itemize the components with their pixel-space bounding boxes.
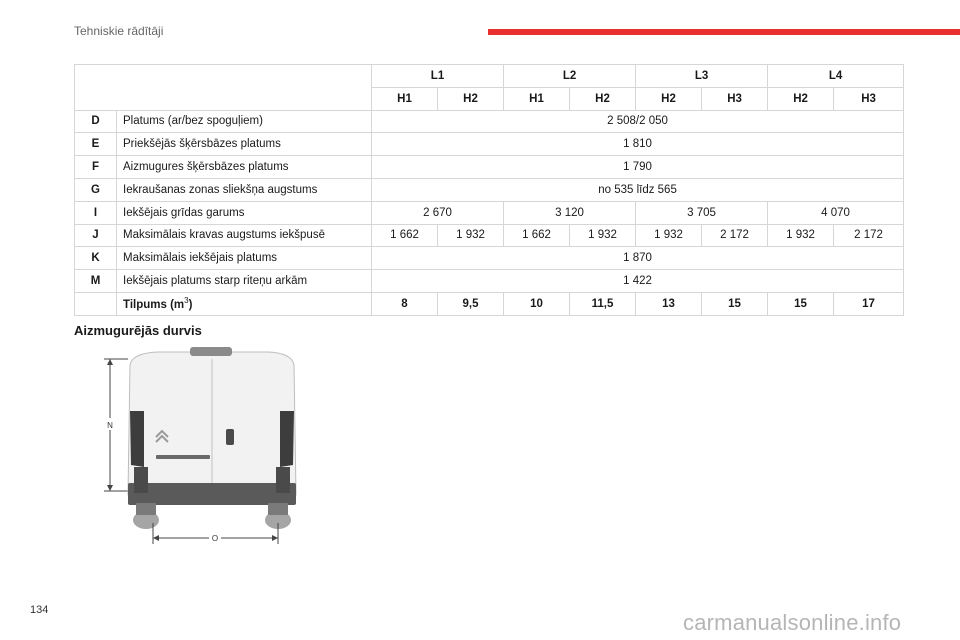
row-label: Aizmugures šķērsbāzes platums: [117, 156, 372, 179]
brake-light: [190, 347, 232, 356]
row-code: J: [75, 224, 117, 247]
row-value: 4 070: [768, 201, 904, 224]
row-label: Iekšējais grīdas garums: [117, 201, 372, 224]
row-value: 1 870: [372, 247, 904, 270]
left-bumper-corner: [134, 467, 148, 493]
row-value: 1 932: [570, 224, 636, 247]
row-value: 1 422: [372, 270, 904, 293]
height-header-cell: H1: [504, 87, 570, 110]
left-tail-light: [130, 411, 144, 467]
length-header-cell: L2: [504, 65, 636, 88]
height-header-cell: H3: [834, 87, 904, 110]
width-arrow-left: [153, 535, 159, 541]
length-header-cell: L4: [768, 65, 904, 88]
row-value: 1 810: [372, 133, 904, 156]
row-label: Platums (ar/bez spoguļiem): [117, 110, 372, 133]
volume-row: [75, 292, 904, 315]
volume-value: 13: [636, 292, 702, 315]
table-row: [75, 270, 904, 293]
rear-bumper: [128, 483, 296, 505]
row-value: 2 670: [372, 201, 504, 224]
row-value: 3 705: [636, 201, 768, 224]
width-dimension-label: O: [211, 534, 219, 543]
volume-value: 8: [372, 292, 438, 315]
right-tail-light: [280, 411, 294, 467]
dimensions-table: [74, 64, 904, 316]
row-label: Maksimālais iekšējais platums: [117, 247, 372, 270]
van-rear-doors-illustration: [98, 345, 308, 550]
row-value: 1 790: [372, 156, 904, 179]
row-code: E: [75, 133, 117, 156]
volume-value: 9,5: [438, 292, 504, 315]
row-value: 1 932: [768, 224, 834, 247]
height-header-cell: H2: [570, 87, 636, 110]
page-section-title: Tehniskie rādītāji: [74, 24, 164, 38]
row-code: D: [75, 110, 117, 133]
row-label: Iekraušanas zonas sliekšņa augstums: [117, 178, 372, 201]
row-label: Maksimālais kravas augstums iekšpusē: [117, 224, 372, 247]
table-row: [75, 110, 904, 133]
volume-code-cell: [75, 292, 117, 315]
section-heading: Aizmugurējās durvis: [74, 323, 202, 338]
table-row: [75, 133, 904, 156]
length-header-row: [75, 65, 904, 88]
door-trim-strip: [156, 455, 210, 459]
row-value: 1 662: [504, 224, 570, 247]
height-arrow-top: [107, 359, 113, 365]
volume-value: 10: [504, 292, 570, 315]
height-dimension-label: N: [107, 421, 113, 430]
volume-value: 17: [834, 292, 904, 315]
row-value: no 535 līdz 565: [372, 178, 904, 201]
width-arrow-right: [272, 535, 278, 541]
row-value: 1 662: [372, 224, 438, 247]
row-value: 1 932: [438, 224, 504, 247]
volume-value: 15: [702, 292, 768, 315]
row-code: M: [75, 270, 117, 293]
table-row: [75, 247, 904, 270]
right-bumper-corner: [276, 467, 290, 493]
row-value: 2 172: [834, 224, 904, 247]
row-value: 3 120: [504, 201, 636, 224]
volume-value: 15: [768, 292, 834, 315]
row-label: Iekšējais platums starp riteņu arkām: [117, 270, 372, 293]
height-header-cell: H2: [768, 87, 834, 110]
watermark: carmanualsonline.info: [683, 610, 902, 635]
height-arrow-bottom: [107, 485, 113, 491]
length-header-cell: L1: [372, 65, 504, 88]
volume-value: 11,5: [570, 292, 636, 315]
height-header-cell: H1: [372, 87, 438, 110]
row-value: 1 932: [636, 224, 702, 247]
row-code: F: [75, 156, 117, 179]
volume-label: Tilpums $(m^3)$: [117, 292, 372, 315]
table-row: [75, 156, 904, 179]
row-value: 2 508/2 050: [372, 110, 904, 133]
table-row: [75, 178, 904, 201]
row-value: 2 172: [702, 224, 768, 247]
row-label: Priekšējās šķērsbāzes platums: [117, 133, 372, 156]
height-header-cell: H2: [636, 87, 702, 110]
height-header-cell: H2: [438, 87, 504, 110]
length-header-cell: L3: [636, 65, 768, 88]
height-header-cell: H3: [702, 87, 768, 110]
header-accent-bar: [488, 29, 960, 35]
volume-unit-superscript: 3: [184, 296, 189, 306]
page-number: 134: [30, 604, 49, 616]
table-row: [75, 201, 904, 224]
row-code: G: [75, 178, 117, 201]
door-handle: [226, 429, 234, 445]
header-blank-cell: [75, 65, 372, 111]
row-code: I: [75, 201, 117, 224]
table-row: [75, 224, 904, 247]
row-code: K: [75, 247, 117, 270]
